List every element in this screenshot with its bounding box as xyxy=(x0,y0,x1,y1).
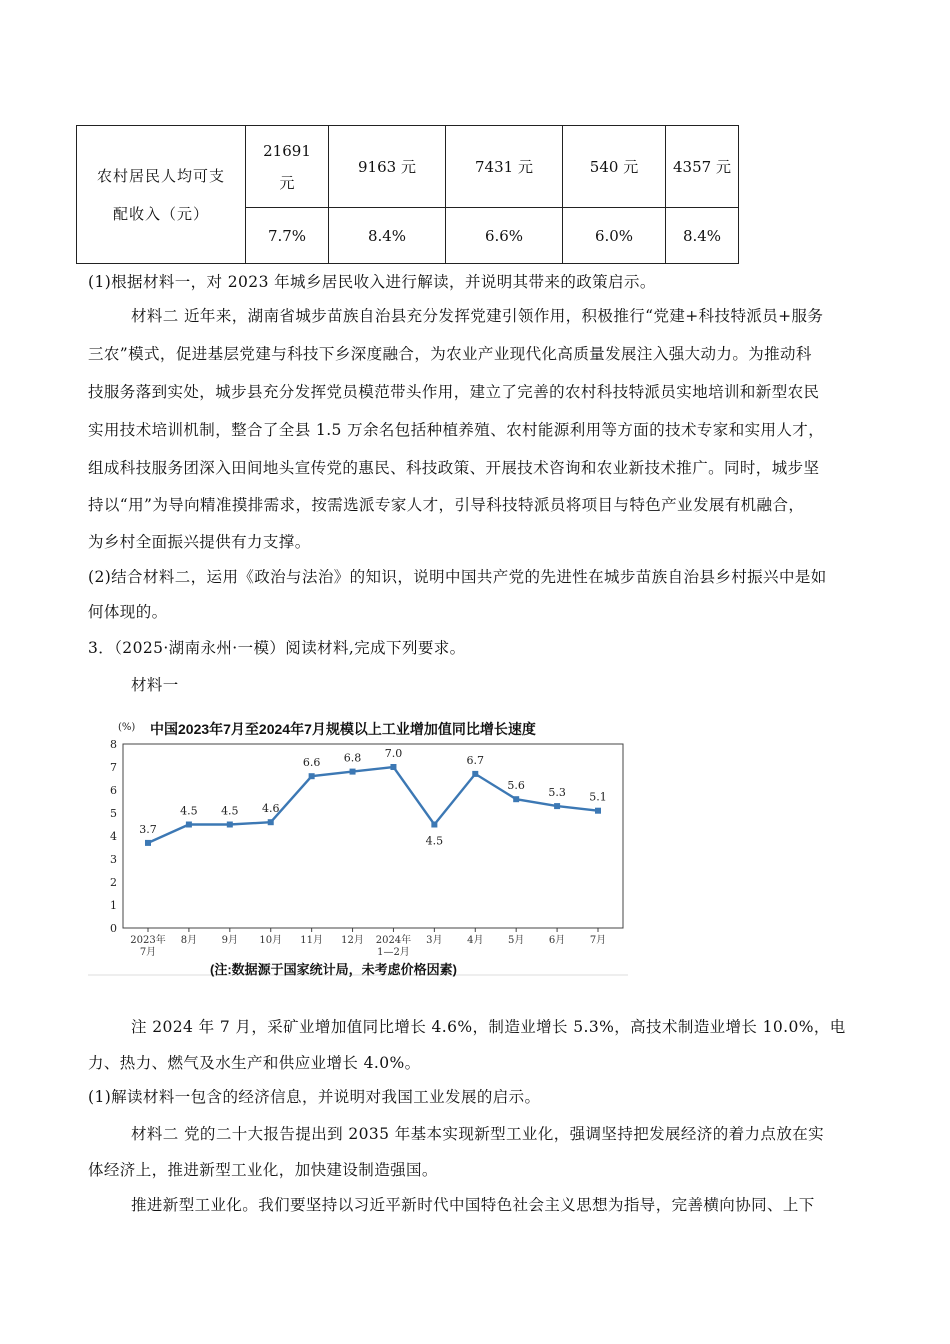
value-labels xyxy=(139,747,607,848)
table-row xyxy=(77,126,739,208)
material-2-line: 材料二 近年来，湖南省城步苗族自治县充分发挥党建引领作用，积极推行“党建+科技特派员+服务 xyxy=(131,307,824,325)
table-cell: 7.7% xyxy=(246,208,329,264)
table-cell: 21691 元 xyxy=(246,126,329,208)
data-point xyxy=(595,808,601,814)
body-line: 推进新型工业化。我们要坚持以习近平新时代中国特色社会主义思想为指导，完善横向协同、上下 xyxy=(131,1196,815,1214)
table-cell: 8.4% xyxy=(329,208,446,264)
data-point xyxy=(268,819,274,825)
y-tick-label: 5 xyxy=(110,807,117,820)
material-2-line: 组成科技服务团深入田间地头宣传党的惠民、科技政策、开展技术咨询和农业新技术推广。同时，城步坚 xyxy=(88,459,820,477)
x-tick-label: 2023年 xyxy=(130,935,166,946)
note-line: 力、热力、燃气及水生产和供应业增长 4.0%。 xyxy=(88,1054,421,1072)
y-tick-label: 0 xyxy=(110,922,117,935)
x-axis xyxy=(130,928,606,958)
y-tick-label: 3 xyxy=(110,853,117,866)
data-points xyxy=(145,764,601,846)
y-tick-label: 2 xyxy=(110,876,117,889)
material-2-line: 技服务落到实处，城步县充分发挥党员模范带头作用，建立了完善的农村科技特派员实地培训和新型农民 xyxy=(88,383,820,401)
data-label: 5.1 xyxy=(589,790,607,804)
data-point xyxy=(472,771,478,777)
x-tick-label: 1—2月 xyxy=(377,947,410,958)
y-tick-label: 8 xyxy=(110,738,117,751)
table-row-label: 农村居民人均可支 配收入（元） xyxy=(77,126,246,264)
x-tick-label: 11月 xyxy=(300,935,324,946)
x-tick-label: 7月 xyxy=(589,935,607,946)
question-3: (1)解读材料一包含的经济信息，并说明对我国工业发展的启示。 xyxy=(88,1088,541,1106)
data-point xyxy=(350,769,356,775)
question-1: (1)根据材料一，对 2023 年城乡居民收入进行解读，并说明其带来的政策启示。 xyxy=(88,273,656,291)
table-cell: 4357 元 xyxy=(666,126,739,208)
income-table xyxy=(76,125,739,264)
x-tick-label: 10月 xyxy=(259,935,283,946)
data-label: 4.5 xyxy=(425,834,444,848)
data-label: 5.6 xyxy=(507,779,525,793)
data-label: 4.6 xyxy=(261,802,280,816)
table-cell: 7431 元 xyxy=(446,126,563,208)
chart-title: 中国2023年7月至2024年7月规模以上工业增加值同比增长速度 xyxy=(150,721,536,737)
data-point xyxy=(186,822,192,828)
table-cell: 6.0% xyxy=(563,208,666,264)
data-label: 4.5 xyxy=(221,804,239,818)
x-tick-label: 7月 xyxy=(139,947,157,958)
data-label: 3.7 xyxy=(139,822,157,836)
y-tick-label: 1 xyxy=(110,899,117,912)
data-label: 5.3 xyxy=(548,786,566,800)
series-line xyxy=(148,767,598,843)
y-tick-label: 6 xyxy=(110,784,117,797)
y-tick-label: 4 xyxy=(110,830,117,843)
table-cell: 9163 元 xyxy=(329,126,446,208)
data-label: 6.6 xyxy=(302,756,321,770)
data-point xyxy=(431,822,437,828)
y-tick-label: 7 xyxy=(110,761,117,774)
table-cell: 6.6% xyxy=(446,208,563,264)
data-label: 6.7 xyxy=(466,753,485,767)
data-label: 7.0 xyxy=(384,747,403,760)
data-label: 6.8 xyxy=(343,751,362,765)
x-tick-label: 9月 xyxy=(221,935,239,946)
material-2-line: 实用技术培训机制，整合了全县 1.5 万余名包括种植养殖、农村能源利用等方面的技术专家和实用人才， xyxy=(88,421,825,439)
material-2b-line: 体经济上，推进新型工业化，加快建设制造强国。 xyxy=(88,1161,438,1179)
x-tick-label: 4月 xyxy=(467,935,484,946)
material-2b-line: 材料二 党的二十大报告提出到 2035 年基本实现新型工业化，强调坚持把发展经济的着力点放在实 xyxy=(131,1125,825,1143)
x-tick-label: 5月 xyxy=(507,935,525,946)
material-2-line: 持以“用”为导向精准摸排需求，按需选派专家人才，引导科技特派员将项目与特色产业发展有机融合， xyxy=(88,496,805,514)
data-label: 4.5 xyxy=(180,804,198,818)
x-tick-label: 6月 xyxy=(548,935,566,946)
x-tick-label: 2024年 xyxy=(375,935,412,946)
data-point xyxy=(554,803,560,809)
data-point xyxy=(390,764,396,770)
item-3-heading: 3．（2025·湖南永州·一模）阅读材料,完成下列要求。 xyxy=(88,639,466,657)
material-1-label: 材料一 xyxy=(131,676,179,694)
question-2-line: 何体现的。 xyxy=(88,603,168,621)
table-cell: 8.4% xyxy=(666,208,739,264)
table-cell: 540 元 xyxy=(563,126,666,208)
material-2-line: 三农”模式，促进基层党建与科技下乡深度融合，为农业产业现代化高质量发展注入强大动力。为推动科 xyxy=(88,345,812,363)
data-point xyxy=(145,840,151,846)
question-2-line: (2)结合材料二，运用《政治与法治》的知识，说明中国共产党的先进性在城步苗族自治县乡村振兴中是如 xyxy=(88,568,827,586)
data-point xyxy=(309,773,315,779)
y-unit-label: (%) xyxy=(118,722,136,733)
x-tick-label: 12月 xyxy=(341,935,364,946)
material-2-line: 为乡村全面振兴提供有力支撑。 xyxy=(88,533,311,551)
industrial-growth-chart xyxy=(88,712,633,982)
y-axis xyxy=(110,738,117,935)
x-tick-label: 3月 xyxy=(426,935,443,946)
chart-note: (注:数据源于国家统计局，未考虑价格因素) xyxy=(210,962,457,977)
data-point xyxy=(227,822,233,828)
data-point xyxy=(513,796,519,802)
x-tick-label: 8月 xyxy=(180,935,198,946)
note-line: 注 2024 年 7 月，采矿业增加值同比增长 4.6%，制造业增长 5.3%，高技术制造业增长 10.0%，电 xyxy=(131,1018,846,1036)
plot-frame xyxy=(123,744,623,928)
